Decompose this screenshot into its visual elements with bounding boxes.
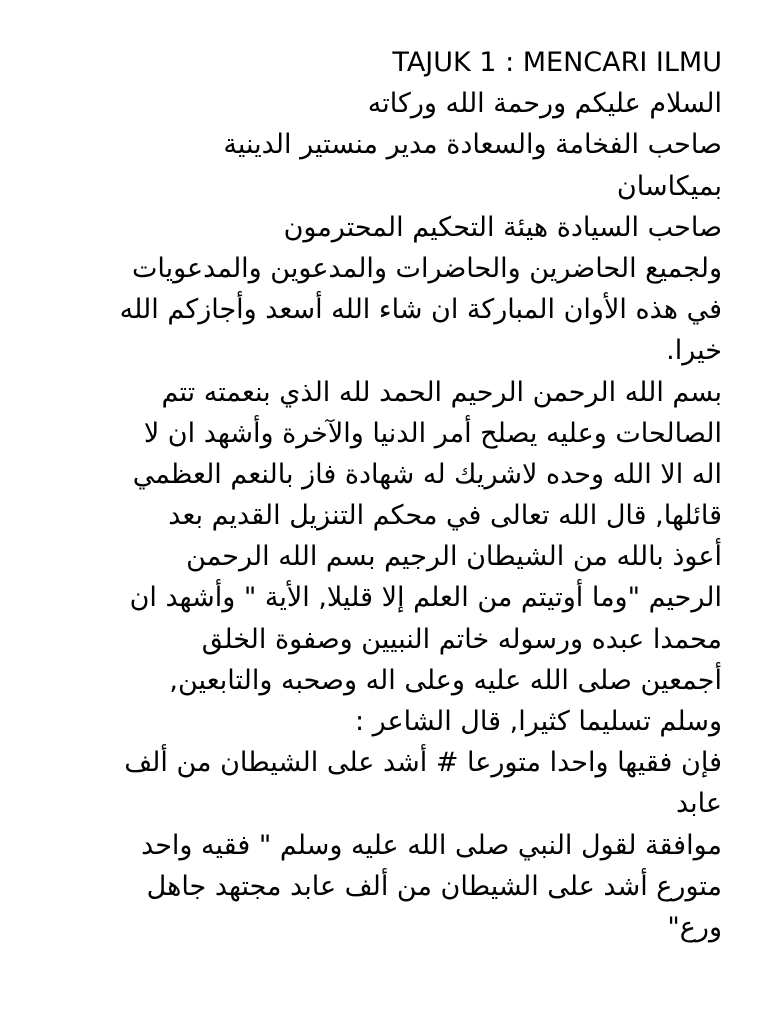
text-line: بسم الله الرحمن الرحيم الحمد لله الذي بنعمته تتم <box>161 376 722 408</box>
text-line: صاحب الفخامة والسعادة مدير منستير الدينية <box>223 129 722 161</box>
text-line: صاحب السيادة هيئة التحكيم المحترمون <box>283 211 722 243</box>
text-line: محمدا عبده ورسوله خاتم النبيين وصفوة الخلق <box>201 623 722 655</box>
text-line: السلام عليكم ورحمة الله وركاته <box>367 88 722 120</box>
text-line: أعوذ بالله من الشيطان الرجيم بسم الله الرحمن <box>186 541 722 573</box>
text-line: أجمعين صلى الله عليه وعلى اله وصحبه والتابعين, <box>169 664 722 696</box>
text-line: الصالحات وعليه يصلح أمر الدنيا والآخرة وأشهد ان لا <box>143 417 722 449</box>
text-line: قائلها, قال الله تعالى في محكم التنزيل القديم بعد <box>168 500 722 532</box>
text-line: خيرا. <box>666 335 722 367</box>
text-line: اله الا الله وحده لاشريك له شهادة فاز بالنعم العظمي <box>132 458 722 490</box>
text-line: ولجميع الحاضرين والحاضرات والمدعوين والمدعويات <box>131 252 722 284</box>
document-title: TAJUK 1 : MENCARI ILMU <box>392 47 722 78</box>
text-line: في هذه الأوان المباركة ان شاء الله أسعد وأجازكم الله <box>119 294 722 326</box>
text-line: الرحيم "وما أوتيتم من العلم إلا قليلا, الأية " وأشهد ان <box>129 582 722 614</box>
text-line: بميكاسان <box>616 170 722 202</box>
text-line: ورع" <box>667 911 722 943</box>
text-line: متورع أشد على الشيطان من ألف عابد مجتهد جاهل <box>146 870 722 902</box>
text-line: موافقة لقول النبي صلى الله عليه وسلم " فقيه واحد <box>141 829 722 861</box>
speech-text <box>48 42 722 948</box>
text-line: وسلم تسليما كثيرا, قال الشاعر : <box>354 706 722 737</box>
text-line: فإن فقيها واحدا متورعا # أشد على الشيطان من ألف <box>124 747 722 779</box>
text-line: عابد <box>675 788 722 820</box>
